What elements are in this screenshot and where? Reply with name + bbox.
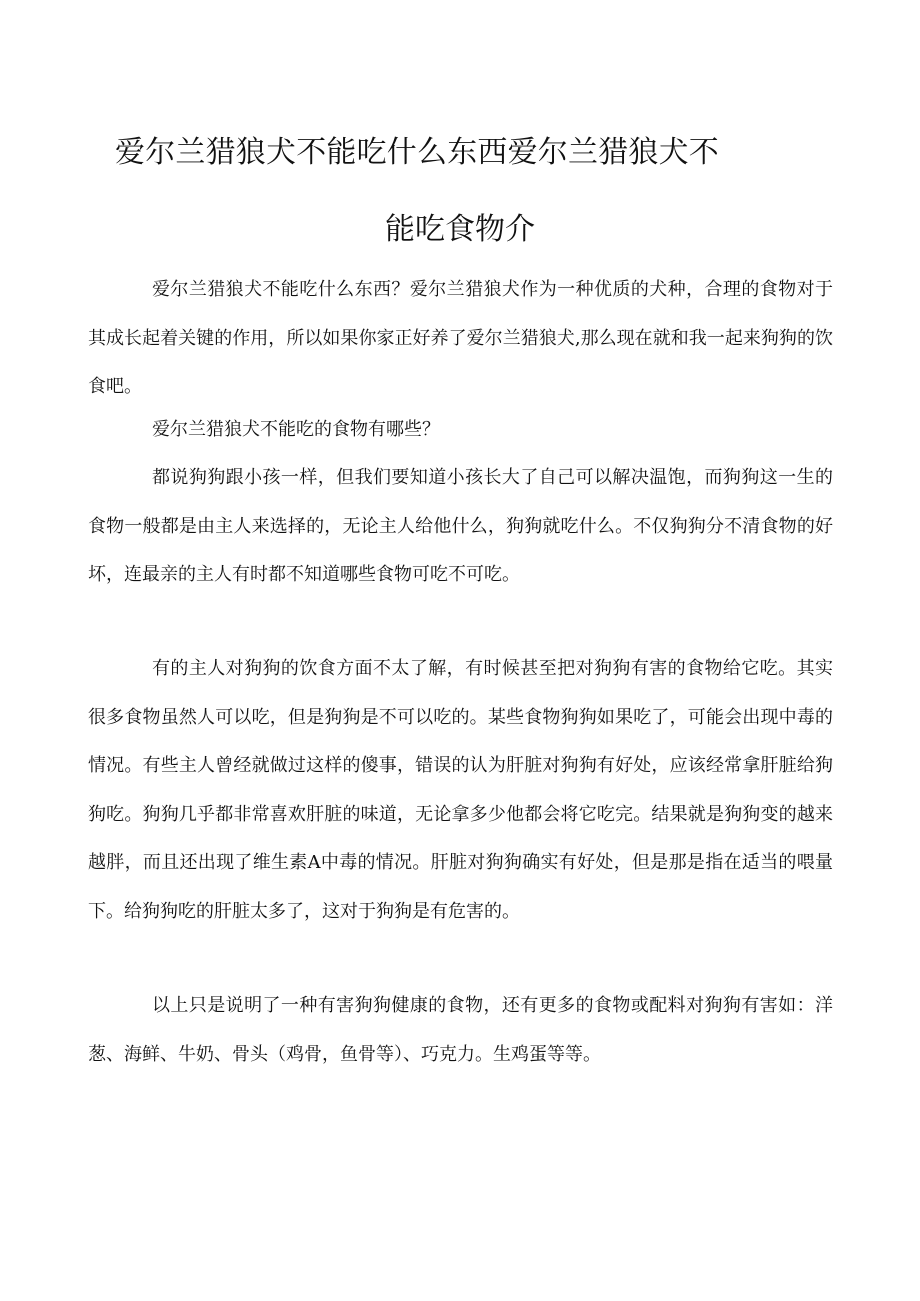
document-title-line-1: 爱尔兰猎狼犬不能吃什么东西爱尔兰猎狼犬不	[115, 135, 719, 170]
paragraph-intro: 爱尔兰猎狼犬不能吃什么东西？爱尔兰猎狼犬作为一种优质的犬种，合理的食物对于其成长起着关键的作用，所以如果你家正好养了爱尔兰猎狼犬,那么现在就和我一起来狗狗的饮食吧。	[88, 279, 833, 397]
document-title-line-2: 能吃食物介	[385, 212, 535, 247]
paragraph-harmful-foods: 以上只是说明了一种有害狗狗健康的食物，还有更多的食物或配料对狗狗有害如：洋葱、海鲜、牛奶、骨头（鸡骨，鱼骨等）、巧克力。生鸡蛋等等。	[88, 995, 833, 1065]
paragraph-owner-choice: 都说狗狗跟小孩一样，但我们要知道小孩长大了自己可以解决温饱，而狗狗这一生的食物一般都是由主人来选择的，无论主人给他什么，狗狗就吃什么。不仅狗狗分不清食物的好坏，连最亲的主人有时都不知道哪些食物可吃不可吃。	[88, 467, 833, 585]
paragraph-liver-example: 有的主人对狗狗的饮食方面不太了解，有时候甚至把对狗狗有害的食物给它吃。其实很多食物虽然人可以吃，但是狗狗是不可以吃的。某些食物狗狗如果吃了，可能会出现中毒的情况。有些主人曾经就做过这样的傻事，错误的认为肝脏对狗狗有好处，应该经常拿肝脏给狗狗吃。狗狗几乎都非常喜欢肝脏的味道，无论拿多少他都会将它吃完。结果就是狗狗变的越来越胖，而且还出现了维生素A中毒的情况。肝脏对狗狗确实有好处，但是那是指在适当的喂量下。给狗狗吃的肝脏太多了，这对于狗狗是有危害的。	[88, 658, 833, 922]
paragraph-question: 爱尔兰猎狼犬不能吃的食物有哪些？	[152, 419, 440, 440]
